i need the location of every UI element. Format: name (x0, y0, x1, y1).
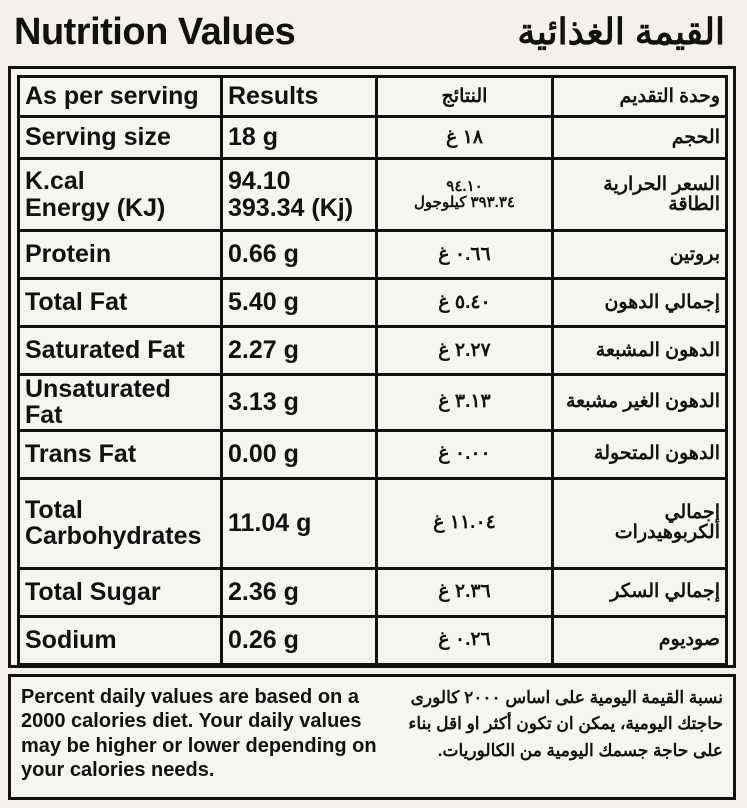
title-arabic: القيمة الغذائية (517, 11, 725, 52)
nutrient-value: 0.00 g (222, 430, 377, 478)
nutrient-name: Protein (19, 231, 222, 279)
table-header-row (19, 77, 727, 117)
nutrition-table-panel (8, 66, 736, 668)
table-row (19, 117, 727, 159)
table-row (19, 327, 727, 375)
nutrient-name: K.cal Energy (KJ) (19, 159, 222, 231)
nutrient-value-arabic: ١١.٠٤ غ (377, 478, 553, 568)
nutrient-value-arabic: ٠.٢٦ غ (377, 616, 553, 664)
nutrient-value-arabic: ٠.٦٦ غ (377, 231, 553, 279)
table-row (19, 375, 727, 431)
nutrient-name-arabic: السعر الحرارية الطاقة (553, 159, 727, 231)
header-serving-unit-arabic: وحدة التقديم (553, 77, 727, 117)
nutrient-value: 94.10 393.34 (Kj) (222, 159, 377, 231)
nutrient-name: Total Fat (19, 279, 222, 327)
nutrient-name: Serving size (19, 117, 222, 159)
table-row (19, 430, 727, 478)
nutrient-name: Unsaturated Fat (19, 375, 222, 431)
nutrient-name-arabic: إجمالي الدهون (553, 279, 727, 327)
nutrient-value: 0.26 g (222, 616, 377, 664)
nutrient-value-arabic: ٣.١٣ غ (377, 375, 553, 431)
daily-values-note (8, 674, 736, 800)
nutrition-table (17, 75, 728, 666)
nutrient-value: 5.40 g (222, 279, 377, 327)
nutrient-value-arabic: ٠.٠٠ غ (377, 430, 553, 478)
header-results: Results (222, 77, 377, 117)
nutrient-value-arabic: ٥.٤٠ غ (377, 279, 553, 327)
table-row (19, 159, 727, 231)
header-as-per-serving: As per serving (19, 77, 222, 117)
nutrient-name-arabic: إجمالي السكر (553, 568, 727, 616)
header-results-arabic: النتائج (377, 77, 553, 117)
nutrient-value: 18 g (222, 117, 377, 159)
nutrient-name: Total Sugar (19, 568, 222, 616)
nutrient-name: Trans Fat (19, 430, 222, 478)
nutrient-value: 2.27 g (222, 327, 377, 375)
nutrient-value: 0.66 g (222, 231, 377, 279)
nutrient-name-arabic: الدهون المشبعة (553, 327, 727, 375)
table-row (19, 279, 727, 327)
nutrient-value-arabic: ٢.٣٦ غ (377, 568, 553, 616)
nutrient-name: Sodium (19, 616, 222, 664)
table-row (19, 231, 727, 279)
table-row (19, 616, 727, 664)
nutrient-name-arabic: الحجم (553, 117, 727, 159)
nutrient-value-arabic: ٩٤.١٠ ٣٩٣.٣٤ كيلوجول (377, 159, 553, 231)
nutrient-name: Saturated Fat (19, 327, 222, 375)
nutrient-value: 2.36 g (222, 568, 377, 616)
nutrient-name-arabic: إجمالي الكربوهيدرات (553, 478, 727, 568)
nutrient-value-arabic: ٢.٢٧ غ (377, 327, 553, 375)
table-row (19, 478, 727, 568)
nutrient-name-arabic: الدهون المتحولة (553, 430, 727, 478)
nutrient-value-arabic: ١٨ غ (377, 117, 553, 159)
nutrient-name: Total Carbohydrates (19, 478, 222, 568)
nutrient-name-arabic: الدهون الغير مشبعة (553, 375, 727, 431)
nutrient-name-arabic: بروتين (553, 231, 727, 279)
note-english: Percent daily values are based on a 2000 calories diet. Your daily values may be higher or lower depending on your calories needs. (21, 686, 377, 782)
note-arabic: نسبة القيمة اليومية على اساس ٢٠٠٠ كالورى حاجتك اليومية، يمكن ان تكون أكثر او اقل بناء على حاجة جسمك اليومية من الكالوريات. (408, 688, 723, 760)
nutrient-value: 3.13 g (222, 375, 377, 431)
nutrient-name-arabic: صوديوم (553, 616, 727, 664)
nutrient-value: 11.04 g (222, 478, 377, 568)
title-english: Nutrition Values (14, 10, 296, 53)
table-row (19, 568, 727, 616)
header (0, 0, 747, 64)
